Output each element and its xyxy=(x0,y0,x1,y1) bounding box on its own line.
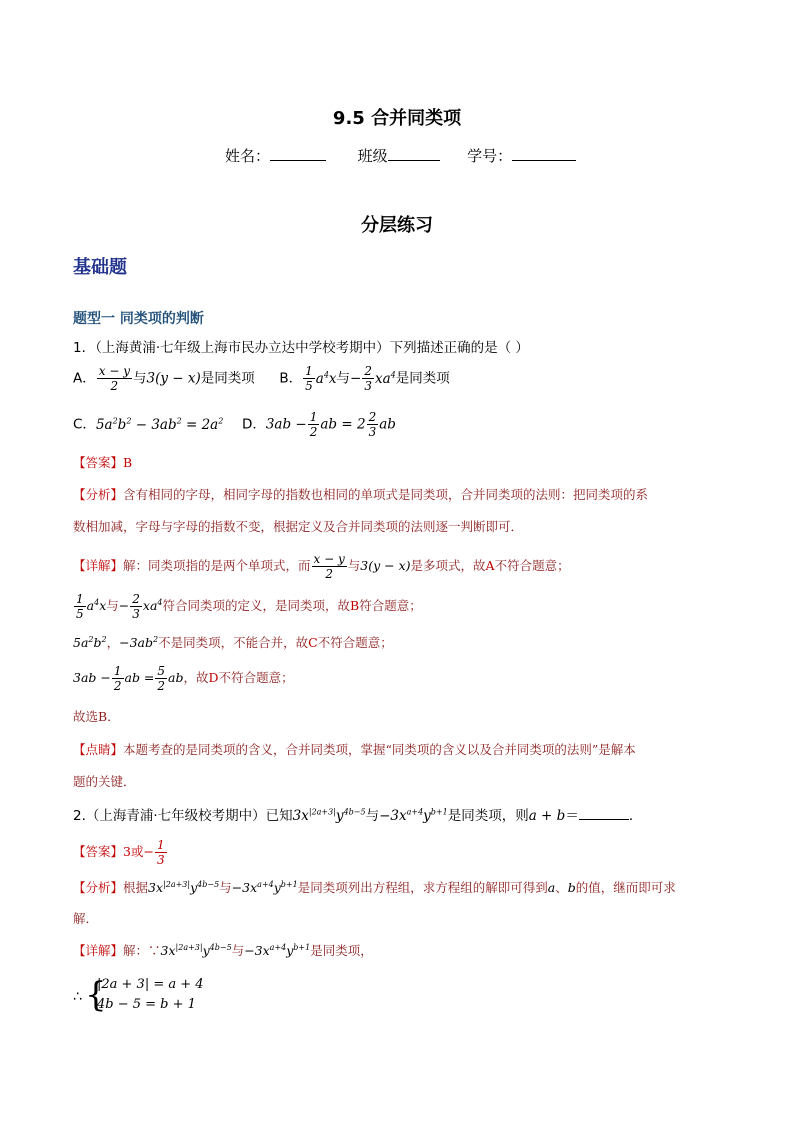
type-heading: 题型一 同类项的判断 xyxy=(73,311,204,327)
number-label: 学号： xyxy=(467,147,513,165)
q1-detail-line2: $\frac{1}{5}$ $a^4x$与− $\frac{2}{3}$ $xa^4$符合同类项的定义，是同类项，故B符合题意； xyxy=(76,592,422,621)
name-label: 姓名： xyxy=(225,147,271,165)
q2-analysis-line1: 【分析】根据$3x^{|2a+3|}y^{4b-5}$与$-3x^{a+4}y^{b+1}$是同类项列出方程组，求方程组的解即可得到a、b的值，继而即可求 xyxy=(73,879,676,895)
q2-stem: 2.（上海青浦·七年级校考期中）已知$3x^{|2a+3|}y^{4b-5}$与$-3x^{a+4}y^{b+1}$是同类项，则a + b＝ ． xyxy=(73,804,642,824)
page-title: 9.5 合并同类项 xyxy=(332,108,462,129)
q2-detail: 【详解】解：$\because 3x^{|2a+3|}y^{4b-5}$与$-3x^{a+4}y^{b+1}$是同类项， xyxy=(73,942,373,958)
q1-detail-line4: 3ab − $\frac{1}{2}$ ab = $\frac{5}{2}$ ab，故D不符合题意； xyxy=(73,664,294,693)
student-info xyxy=(225,145,576,166)
class-label: 班级 xyxy=(357,147,388,165)
section-subtitle: 分层练习 xyxy=(361,215,433,236)
name-blank[interactable] xyxy=(270,146,326,161)
q2-answer-blank[interactable] xyxy=(579,805,629,820)
q1-detail-line3: $5a^2b^2$，$-3ab^2$不是同类项，不能合并，故C不符合题意； xyxy=(73,634,393,650)
equation-2: 4b − 5 = b + 1 xyxy=(97,997,196,1012)
q1-analysis-line1: 【分析】含有相同的字母，相同字母的指数也相同的单项式是同类项，合并同类项的法则：把同类项的系 xyxy=(73,487,649,502)
q2-analysis-line2: 解． xyxy=(73,911,99,926)
q2-answer: 【答案】3或− $\frac{1}{3}$ xyxy=(73,838,165,867)
q1-options-cd: C．$5a^2b^2 - 3ab^2 = 2a^2$ D．3ab − $\frac{1}{2}$ ab = 2 $\frac{2}{3}$ ab xyxy=(73,410,396,439)
equation-1: |2a + 3| = a + 4 xyxy=(97,977,204,992)
q1-comment-line1: 【点睛】本题考查的是同类项的含义，合并同类项，掌握“同类项的含义以及合并同类项的法则”是解本 xyxy=(73,742,636,757)
q1-stem: 1．（上海黄浦·七年级上海市民办立达中学校考期中）下列描述正确的是（ ） xyxy=(73,340,529,356)
level-heading: 基础题 xyxy=(73,257,127,278)
q1-detail-line1: 【详解】解：同类项指的是两个单项式，而 $\frac{x - y}{2}$ 与3(y − x)是多项式，故A不符合题意； xyxy=(73,552,570,581)
number-blank[interactable] xyxy=(512,146,576,161)
q1-comment-line2: 题的关键． xyxy=(73,774,136,789)
q1-conclusion: 故选B． xyxy=(73,709,120,724)
q1-answer: 【答案】B xyxy=(73,455,133,470)
class-blank[interactable] xyxy=(388,146,440,161)
q1-options-ab: A． $\frac{x - y}{2}$ 与3(y − x)是同类项 B． $\frac{1}{5}$ $a^4x$与− $\frac{2}{3}$ $xa^4$是同类项 xyxy=(73,364,450,393)
q1-analysis-line2: 数相加减，字母与字母的指数不变，根据定义及合并同类项的法则逐一判断即可． xyxy=(73,519,524,534)
